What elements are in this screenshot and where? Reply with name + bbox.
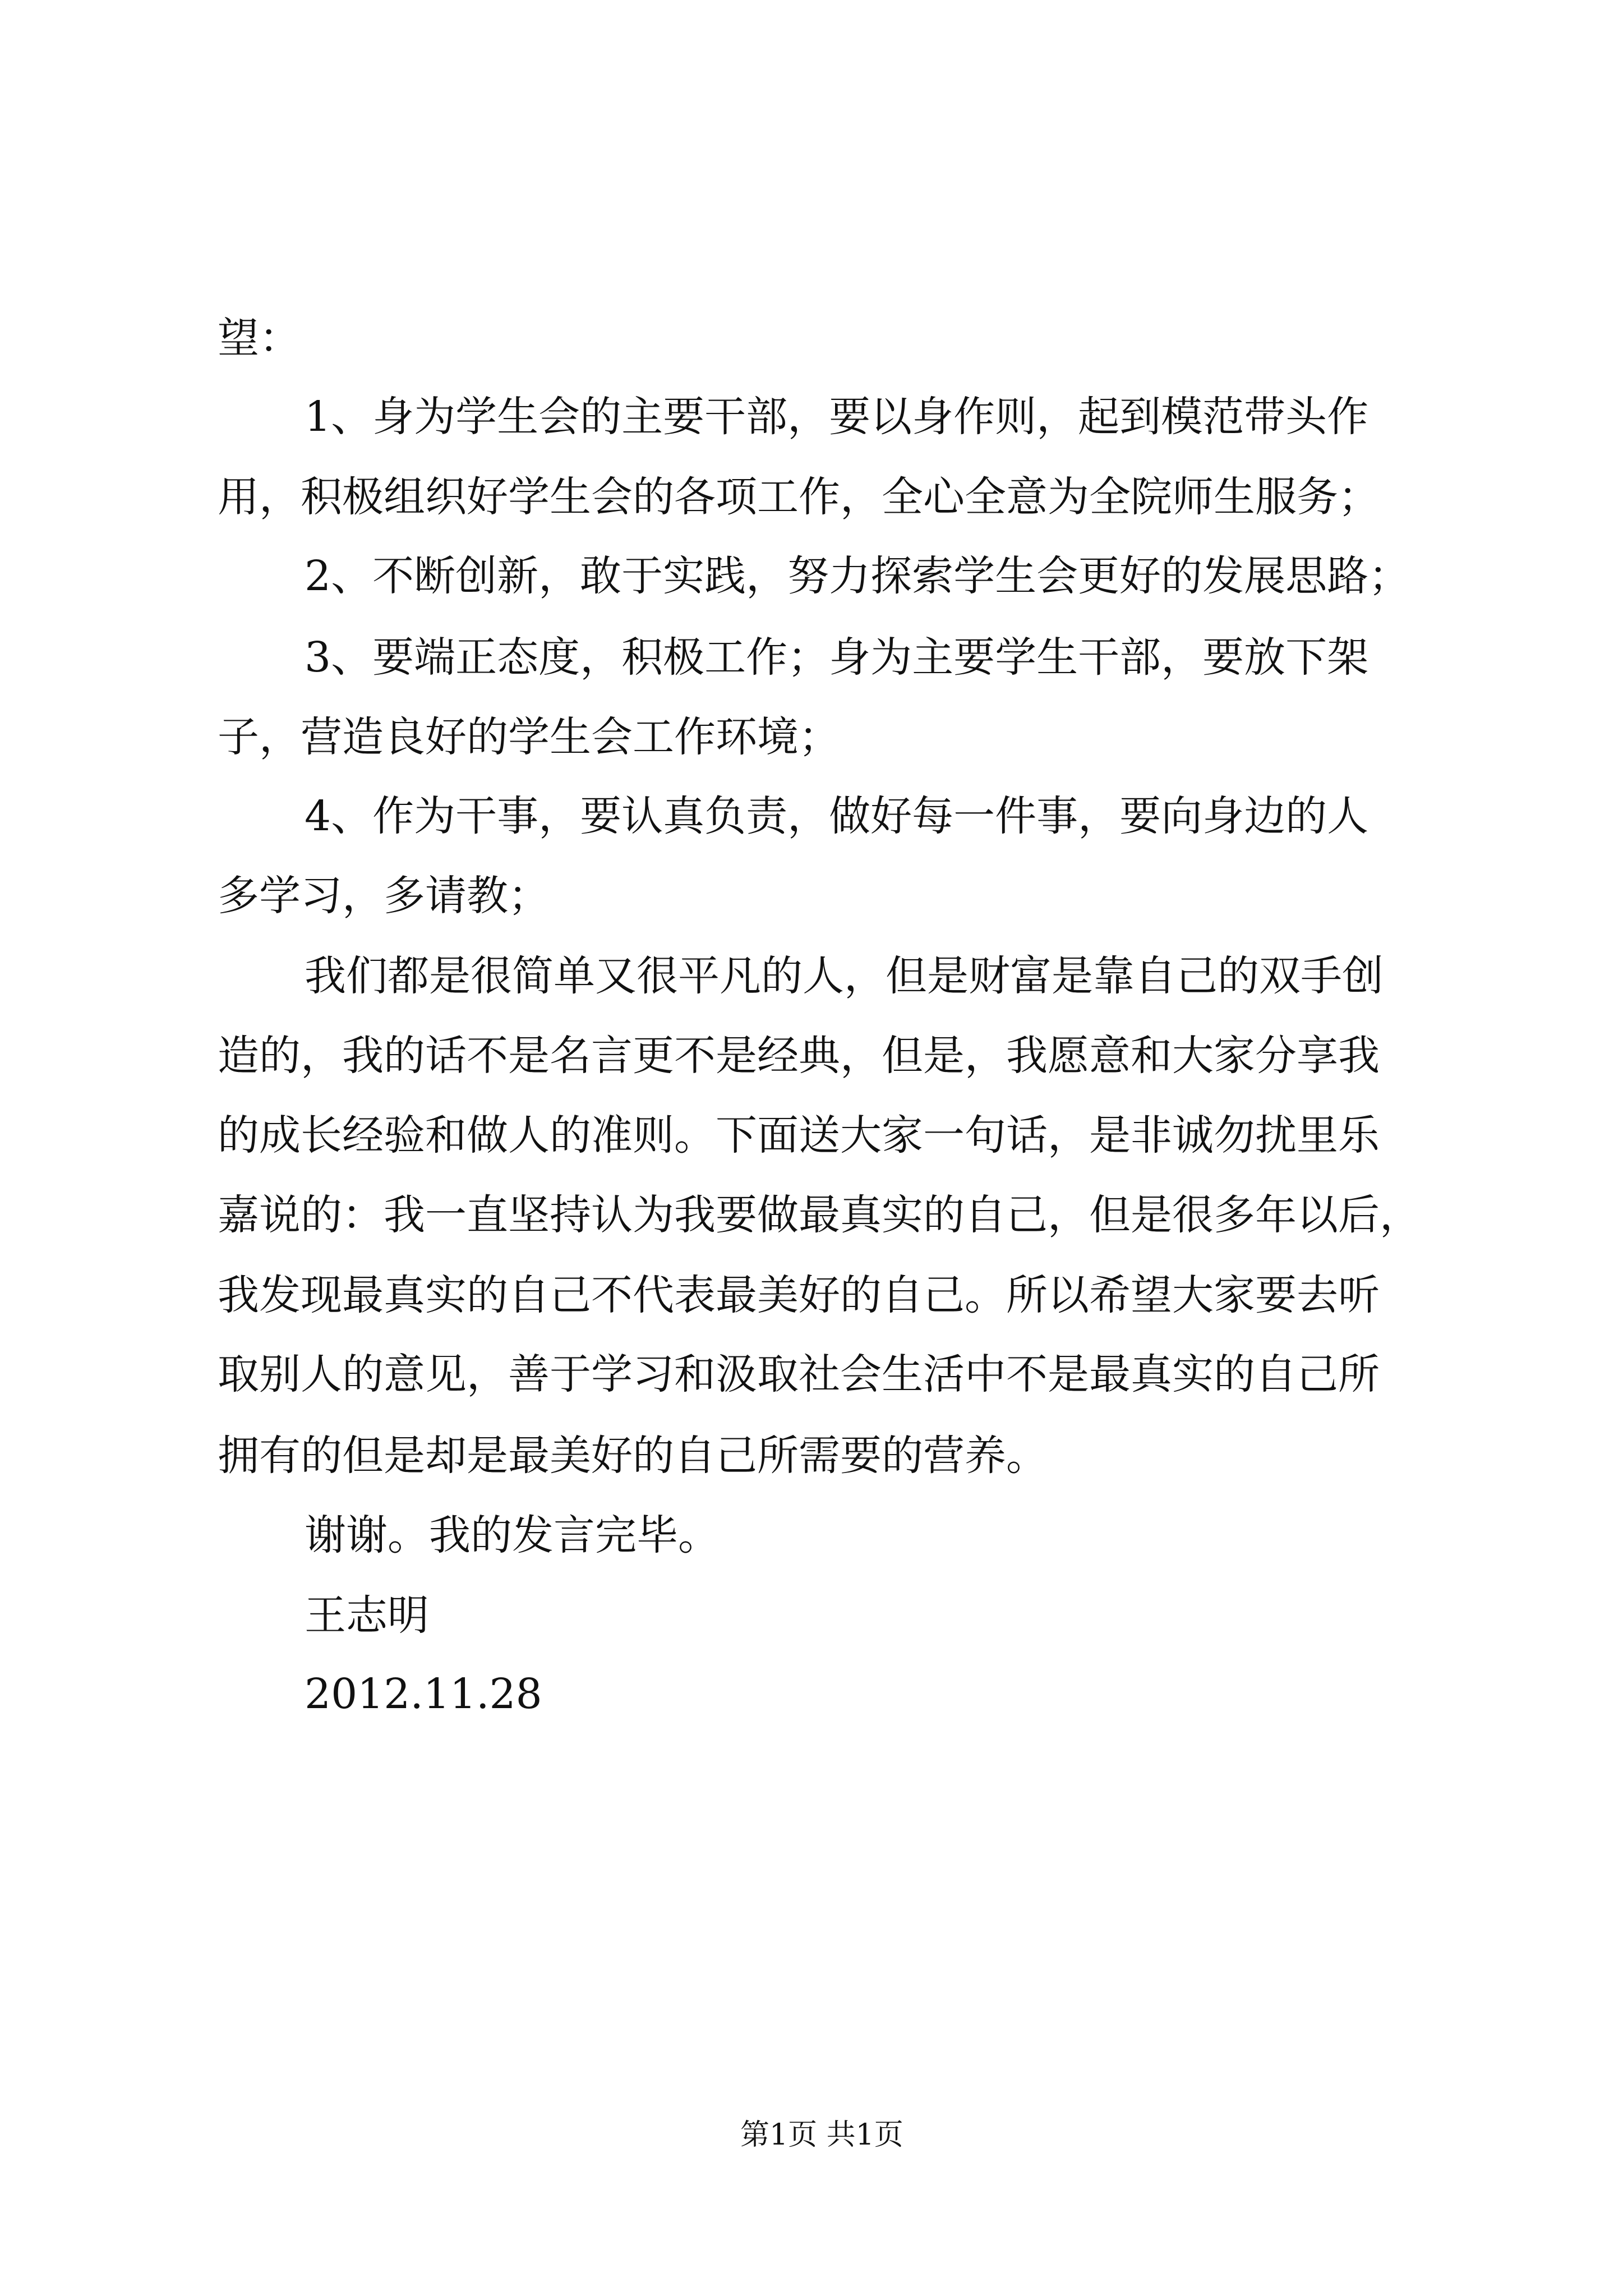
text-line-17: 王志明	[305, 1591, 429, 1640]
page-number-footer: 第1页 共1页	[740, 2118, 903, 2152]
text-line-7: 4、作为干事，要认真负责，做好每一件事，要向身边的人	[305, 792, 1369, 840]
text-line-8: 多学习，多请教；	[218, 872, 550, 920]
text-line-2: 1、身为学生会的主要干部，要以身作则，起到模范带头作	[305, 393, 1369, 441]
text-line-3: 用，积极组织好学生会的各项工作，全心全意为全院师生服务；	[218, 473, 1380, 521]
text-line-12: 嘉说的：我一直坚持认为我要做最真实的自己，但是很多年以后，	[218, 1191, 1421, 1239]
text-line-4: 2、不断创新，敢于实践，努力探索学生会更好的发展思路；	[305, 552, 1410, 600]
text-line-16: 谢谢。我的发言完毕。	[305, 1511, 720, 1559]
text-line-9: 我们都是很简单又很平凡的人，但是财富是靠自己的双手创	[305, 952, 1384, 1000]
text-line-10: 造的，我的话不是名言更不是经典，但是，我愿意和大家分享我	[218, 1032, 1380, 1080]
text-line-14: 取别人的意见，善于学习和汲取社会生活中不是最真实的自己所	[218, 1350, 1380, 1398]
text-line-18: 2012.11.28	[305, 1670, 542, 1718]
text-line-13: 我发现最真实的自己不代表最美好的自己。所以希望大家要去听	[218, 1271, 1380, 1319]
text-line-15: 拥有的但是却是最美好的自己所需要的营养。	[218, 1432, 1048, 1480]
text-line-11: 的成长经验和做人的准则。下面送大家一句话，是非诚勿扰里乐	[218, 1111, 1380, 1159]
text-line-1: 望：	[218, 314, 301, 362]
text-line-5: 3、要端正态度，积极工作；身为主要学生干部，要放下架	[305, 633, 1369, 682]
text-line-6: 子，营造良好的学生会工作环境；	[218, 713, 840, 761]
